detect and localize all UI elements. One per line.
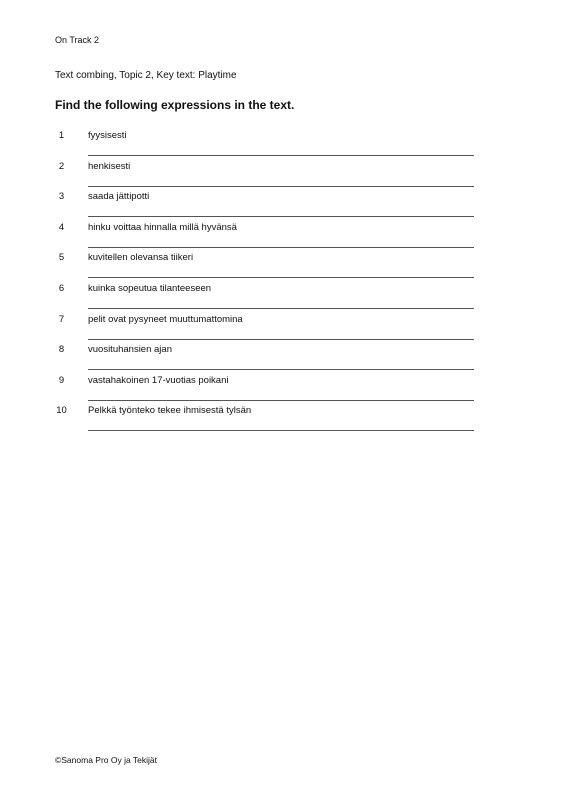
item-expression: vastahakoinen 17-vuotias poikani xyxy=(88,374,229,386)
answer-line[interactable] xyxy=(88,308,474,309)
item-expression: henkisesti xyxy=(88,160,131,172)
answer-line[interactable] xyxy=(88,400,474,401)
answer-line[interactable] xyxy=(88,277,474,278)
item-number: 2 xyxy=(58,160,65,172)
answer-line[interactable] xyxy=(88,247,474,248)
item-number: 8 xyxy=(58,344,65,356)
worksheet-subtitle: Text combing, Topic 2, Key text: Playtime xyxy=(55,70,237,81)
item-expression: vuosituhansien ajan xyxy=(88,344,172,356)
item-number: 6 xyxy=(58,282,65,294)
item-number: 1 xyxy=(58,130,65,141)
expression-list xyxy=(0,128,565,434)
answer-line[interactable] xyxy=(88,339,474,340)
item-number: 5 xyxy=(58,252,65,264)
item-expression: saada jättipotti xyxy=(88,191,150,203)
list-item xyxy=(0,281,565,312)
item-number: 3 xyxy=(58,191,65,203)
list-item xyxy=(0,342,565,373)
instruction-heading: Find the following expressions in the text. xyxy=(55,98,295,112)
item-number: 10 xyxy=(56,405,67,417)
list-item xyxy=(0,159,565,190)
answer-line[interactable] xyxy=(88,186,474,187)
answer-line[interactable] xyxy=(88,430,474,431)
answer-line[interactable] xyxy=(88,369,474,370)
answer-line[interactable] xyxy=(88,216,474,217)
list-item xyxy=(0,250,565,281)
item-number: 9 xyxy=(58,374,65,386)
copyright-footer: ©Sanoma Pro Oy ja Tekijät xyxy=(55,755,158,765)
list-item xyxy=(0,373,565,404)
page-header: On Track 2 xyxy=(55,35,100,45)
item-number: 7 xyxy=(58,313,65,325)
item-expression: pelit ovat pysyneet muuttumattomina xyxy=(88,313,243,325)
item-expression: Pelkkä työnteko tekee ihmisestä tylsän xyxy=(88,405,252,417)
item-expression: fyysisesti xyxy=(88,130,127,141)
list-item xyxy=(0,403,565,434)
list-item xyxy=(0,220,565,251)
list-item xyxy=(0,128,565,159)
item-expression: hinku voittaa hinnalla millä hyvänsä xyxy=(88,221,237,233)
item-number: 4 xyxy=(58,221,65,233)
list-item xyxy=(0,189,565,220)
answer-line[interactable] xyxy=(88,155,474,156)
list-item xyxy=(0,312,565,343)
item-expression: kuinka sopeutua tilanteeseen xyxy=(88,282,212,294)
item-expression: kuvitellen olevansa tiikeri xyxy=(88,252,194,264)
